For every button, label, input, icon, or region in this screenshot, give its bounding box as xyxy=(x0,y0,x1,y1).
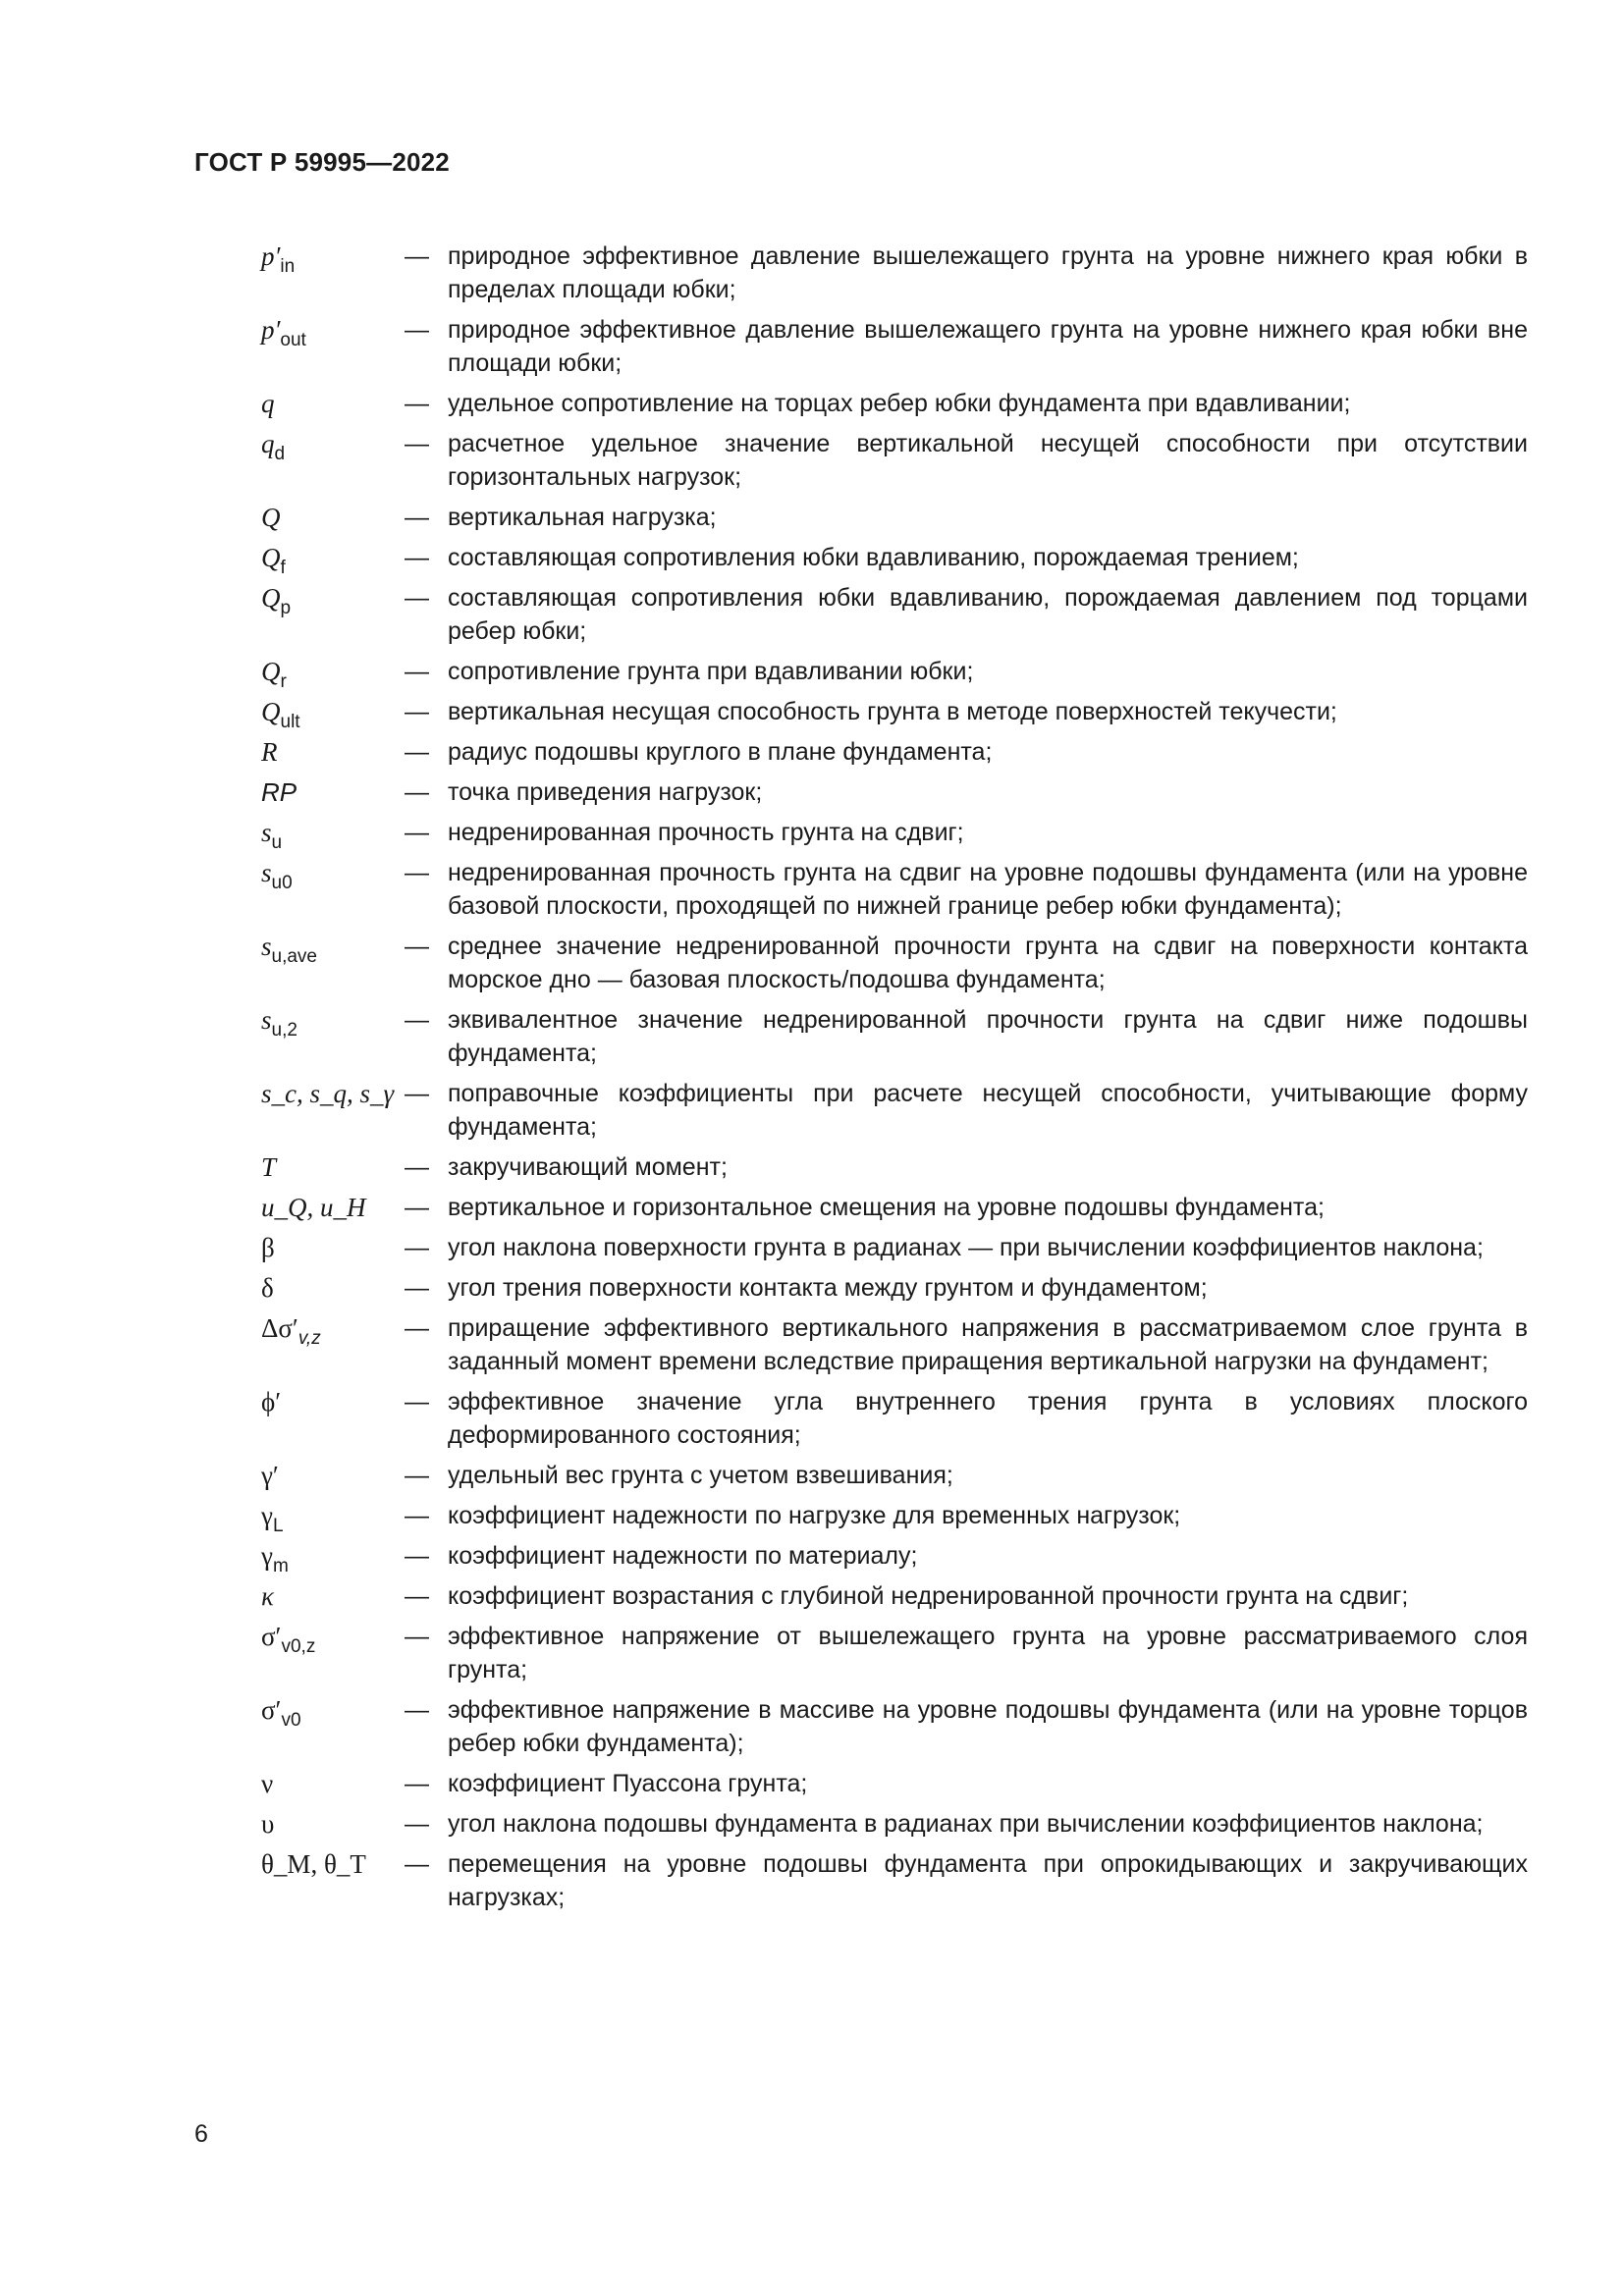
symbol: κ xyxy=(261,1581,274,1611)
definition-text: эквивалентное значение недренированной прочности грунта на сдвиг ниже подошвы фундамента; xyxy=(448,1006,1528,1067)
dash: — xyxy=(405,390,429,417)
definition-row xyxy=(261,1271,1528,1305)
dash: — xyxy=(405,316,429,344)
symbol: $s_u$ xyxy=(261,818,283,853)
dash: — xyxy=(405,1542,429,1570)
definition-row xyxy=(261,1539,1528,1576)
definition-row xyxy=(261,816,1528,853)
definition-row xyxy=(261,1150,1528,1184)
definition-text: коэффициент Пуассона грунта; xyxy=(448,1770,808,1797)
definition-text: перемещения на уровне подошвы фундамента при опрокидывающих и закручивающих нагрузках; xyxy=(448,1850,1528,1911)
dash: — xyxy=(405,1274,429,1302)
dash: — xyxy=(405,658,429,685)
definition-text: радиус подошвы круглого в плане фундамента; xyxy=(448,738,993,766)
definition-text: недренированная прочность грунта на сдвиг на уровне подошвы фундамента (или на уровне базовой плоскости, проходящей по нижней границе ребер юбки фундамента); xyxy=(448,859,1528,920)
dash: — xyxy=(405,819,429,846)
dash: — xyxy=(405,778,429,806)
symbol: $p'_{out}$ xyxy=(261,315,306,350)
symbol: $q_d$ xyxy=(261,429,286,464)
symbol: δ xyxy=(261,1273,274,1303)
symbol: $Q_f$ xyxy=(261,543,286,578)
dash: — xyxy=(405,1080,429,1107)
definition-text: коэффициент надежности по материалу; xyxy=(448,1542,918,1570)
definition-text: удельный вес грунта с учетом взвешивания; xyxy=(448,1462,953,1489)
symbol: $\gamma_m$ xyxy=(261,1541,289,1576)
symbol: u_Q, u_H xyxy=(261,1193,366,1222)
definition-row xyxy=(261,1385,1528,1452)
definition-row xyxy=(261,1807,1528,1841)
symbol: θ_M, θ_T xyxy=(261,1849,366,1879)
definition-row xyxy=(261,735,1528,769)
definition-row xyxy=(261,1077,1528,1144)
definition-text: природное эффективное давление вышележащего грунта на уровне нижнего края юбки вне площади юбки; xyxy=(448,316,1528,377)
definition-text: эффективное напряжение в массиве на уровне подошвы фундамента (или на уровне торцов ребер юбки фундамента); xyxy=(448,1696,1528,1757)
symbol: ν xyxy=(261,1769,274,1798)
dash: — xyxy=(405,584,429,612)
definition-text: закручивающий момент; xyxy=(448,1153,728,1181)
definition-text: эффективное значение угла внутреннего трения грунта в условиях плоского деформированного состояния; xyxy=(448,1388,1528,1449)
symbol-definitions-list xyxy=(261,240,1528,1921)
definition-row xyxy=(261,775,1528,809)
dash: — xyxy=(405,1810,429,1838)
dash: — xyxy=(405,1388,429,1415)
dash: — xyxy=(405,1462,429,1489)
dash: — xyxy=(405,430,429,457)
dash: — xyxy=(405,1153,429,1181)
definition-text: точка приведения нагрузок; xyxy=(448,778,763,806)
definition-text: составляющая сопротивления юбки вдавливанию, порождаемая трением; xyxy=(448,544,1299,571)
symbol: $s_{u0}$ xyxy=(261,858,293,893)
definition-text: угол наклона подошвы фундамента в радианах при вычислении коэффициентов наклона; xyxy=(448,1810,1484,1838)
definition-row xyxy=(261,541,1528,578)
definition-row xyxy=(261,856,1528,923)
symbol: $\Delta\sigma'_{v,z}$ xyxy=(261,1313,321,1349)
definition-row xyxy=(261,387,1528,420)
definition-row xyxy=(261,1693,1528,1760)
definition-text: вертикальная несущая способность грунта в методе поверхностей текучести; xyxy=(448,698,1337,725)
definition-row xyxy=(261,1311,1528,1378)
definition-row xyxy=(261,1003,1528,1070)
symbol: υ xyxy=(261,1809,275,1839)
dash: — xyxy=(405,242,429,270)
symbol: $Q_r$ xyxy=(261,657,287,692)
dash: — xyxy=(405,738,429,766)
dash: — xyxy=(405,1582,429,1610)
dash: — xyxy=(405,1314,429,1342)
symbol: β xyxy=(261,1233,275,1262)
definition-row xyxy=(261,1620,1528,1686)
symbol: T xyxy=(261,1152,277,1182)
symbol: q xyxy=(261,389,275,418)
definition-text: составляющая сопротивления юбки вдавливанию, порождаемая давлением под торцами ребер юбки; xyxy=(448,584,1528,645)
definition-text: угол трения поверхности контакта между грунтом и фундаментом; xyxy=(448,1274,1208,1302)
definition-row xyxy=(261,1579,1528,1613)
dash: — xyxy=(405,1502,429,1529)
dash: — xyxy=(405,933,429,960)
page-number: 6 xyxy=(194,2120,208,2148)
definition-row xyxy=(261,501,1528,534)
dash: — xyxy=(405,1006,429,1034)
definition-row xyxy=(261,427,1528,494)
symbol: $Q_{ult}$ xyxy=(261,697,300,732)
dash: — xyxy=(405,544,429,571)
definition-row xyxy=(261,930,1528,996)
definition-row xyxy=(261,1499,1528,1536)
definition-text: природное эффективное давление вышележащего грунта на уровне нижнего края юбки в пределах площади юбки; xyxy=(448,242,1528,303)
symbol: $p'_{in}$ xyxy=(261,241,296,277)
symbol: γ′ xyxy=(261,1461,279,1490)
definition-row xyxy=(261,655,1528,692)
definition-text: вертикальное и горизонтальное смещения на уровне подошвы фундамента; xyxy=(448,1194,1325,1221)
symbol: $s_{u,ave}$ xyxy=(261,932,317,967)
definition-text: угол наклона поверхности грунта в радианах — при вычислении коэффициентов наклона; xyxy=(448,1234,1484,1261)
dash: — xyxy=(405,1234,429,1261)
dash: — xyxy=(405,1770,429,1797)
definition-text: коэффициент надежности по нагрузке для временных нагрузок; xyxy=(448,1502,1181,1529)
definition-row xyxy=(261,240,1528,306)
definition-text: удельное сопротивление на торцах ребер юбки фундамента при вдавливании; xyxy=(448,390,1351,417)
symbol: $\sigma'_{v0,z}$ xyxy=(261,1622,316,1657)
definition-row xyxy=(261,1231,1528,1264)
symbol: s_c, s_q, s_γ xyxy=(261,1079,395,1108)
definition-row xyxy=(261,581,1528,648)
definition-text: эффективное напряжение от вышележащего грунта на уровне рассматриваемого слоя грунта; xyxy=(448,1623,1528,1683)
symbol: $s_{u,2}$ xyxy=(261,1005,298,1041)
definition-text: сопротивление грунта при вдавливании юбки; xyxy=(448,658,974,685)
definition-text: недренированная прочность грунта на сдвиг; xyxy=(448,819,964,846)
symbol: ϕ′ xyxy=(261,1387,282,1416)
definition-text: коэффициент возрастания с глубиной недренированной прочности грунта на сдвиг; xyxy=(448,1582,1409,1610)
symbol: $\sigma'_{v0}$ xyxy=(261,1695,301,1731)
symbol: $Q_p$ xyxy=(261,583,292,618)
dash: — xyxy=(405,1194,429,1221)
symbol: Q xyxy=(261,503,281,532)
dash: — xyxy=(405,859,429,886)
symbol: R xyxy=(261,737,278,767)
definition-row xyxy=(261,1191,1528,1224)
dash: — xyxy=(405,1696,429,1724)
definition-row xyxy=(261,695,1528,732)
document-header: ГОСТ Р 59995—2022 xyxy=(194,147,450,177)
dash: — xyxy=(405,1850,429,1878)
definition-row xyxy=(261,313,1528,380)
definition-row xyxy=(261,1847,1528,1914)
dash: — xyxy=(405,1623,429,1650)
definition-text: среднее значение недренированной прочности грунта на сдвиг на поверхности контакта морское дно — базовая плоскость/подошва фундамента; xyxy=(448,933,1528,993)
dash: — xyxy=(405,504,429,531)
definition-text: поправочные коэффициенты при расчете несущей способности, учитывающие форму фундамента; xyxy=(448,1080,1528,1141)
definition-text: вертикальная нагрузка; xyxy=(448,504,717,531)
definition-text: расчетное удельное значение вертикальной несущей способности при отсутствии горизонтальных нагрузок; xyxy=(448,430,1528,491)
definition-row xyxy=(261,1459,1528,1492)
symbol: RP xyxy=(261,777,298,807)
definition-text: приращение эффективного вертикального напряжения в рассматриваемом слое грунта в заданный момент времени вследствие приращения вертикальной нагрузки на фундамент; xyxy=(448,1314,1528,1375)
symbol: $\gamma_L$ xyxy=(261,1501,284,1536)
definition-row xyxy=(261,1767,1528,1800)
dash: — xyxy=(405,698,429,725)
